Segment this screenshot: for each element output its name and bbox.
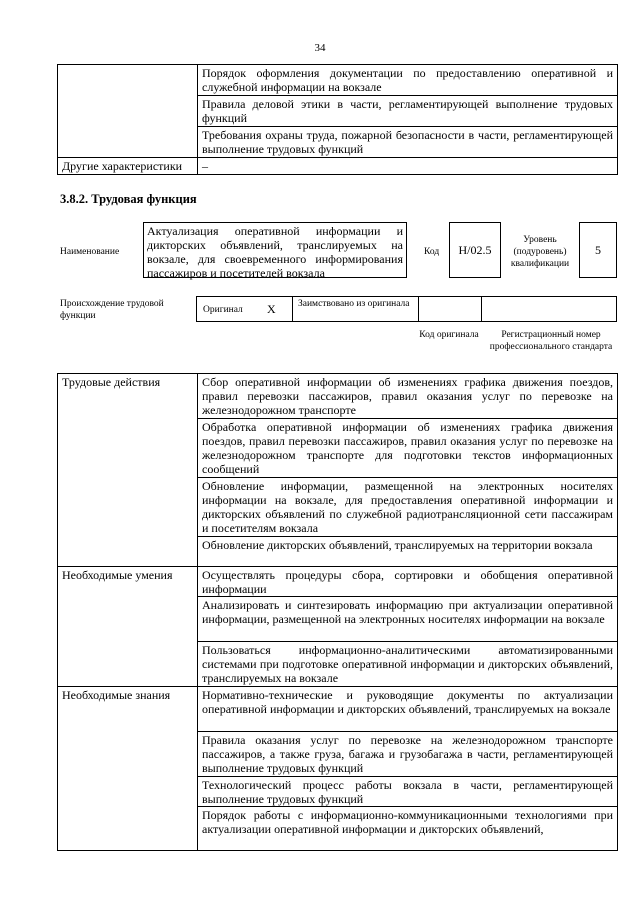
level-value-box: 5 [579,222,617,278]
origin-label: Происхождение трудовой функции [60,299,164,321]
table-cell: Осуществлять процедуры сбора, сортировки и обобщения оперативной информации [198,567,618,597]
table-row [58,567,618,597]
table-row [58,158,618,175]
table-cell: Анализировать и синтезировать информацию при актуализации оперативной информации, размещенной на электронных носителях информации на вокзале [198,597,618,642]
divider [418,297,419,321]
table-cell: Порядок работы с информационно-коммуникационными технологиями при актуализации оперативной информации и дикторских объявлений, [198,807,618,851]
code-value-box: Н/02.5 [449,222,501,278]
original-label: Оригинал [203,305,243,315]
table-cell: Порядок оформления документации по предоставлению оперативной и служебной информации на вокзале [198,65,618,96]
table-cell: Сбор оперативной информации об изменениях графика движения поездов, правил перевозки пассажиров, правил оказания услуг по перевозке на железнодорожном транспорте [198,374,618,419]
table-cell: – [198,158,618,175]
original-mark: X [267,302,276,316]
table-row [58,374,618,419]
table-cell: Технологический процесс работы вокзала в части, регламентирующей выполнение трудовых функций [198,777,618,807]
function-name-box: Актуализация оперативной информации и дикторских объявлений, транслируемых на вокзале, для своевременного информирования пассажиров и посетителей вокзала [143,222,407,278]
group-label-cell: Трудовые действия [58,374,198,567]
table-row [58,687,618,732]
group-label-cell: Необходимые умения [58,567,198,687]
group-label-cell: Необходимые знания [58,687,198,851]
name-label: Наименование [60,247,120,257]
table-cell-empty [58,65,198,158]
table-cell: Правила деловой этики в части, регламентирующей выполнение трудовых функций [198,96,618,127]
table-cell: Обновление дикторских объявлений, транслируемых на территории вокзала [198,537,618,567]
divider [292,297,293,321]
labor-function-table [57,373,618,851]
origin-code-caption: Код оригинала [419,330,479,340]
section-heading: 3.8.2. Трудовая функция [60,192,197,206]
table-label-cell: Другие характеристики [58,158,198,175]
code-label: Код [424,247,440,257]
table-row [58,65,618,96]
table-cell: Пользоваться информационно-аналитическими автоматизированными системами при подготовке оперативной информации и дикторских объявлений, транслируемых на вокзале [198,642,618,687]
reg-number-caption: Регистрационный номер профессионального стандарта [489,330,613,352]
borrowed-label: Заимствовано из оригинала [298,299,410,309]
table-cell: Обработка оперативной информации об изменениях графика движения поездов, правил перевозки пассажиров, правил оказания услуг по перевозке на железнодорожном транспорте для подготовки текстов информационных сообщений [198,419,618,478]
top-characteristics-table [57,64,618,175]
page-number: 34 [314,42,326,54]
table-cell: Обновление информации, размещенной на электронных носителях информации на вокзале, для предоставления оперативной информации и дикторских объявлений по служебной радиотрансляционной сети пассажирам и посетителям вокзала [198,478,618,537]
table-cell: Требования охраны труда, пожарной безопасности в части, регламентирующей выполнение трудовых функций [198,127,618,158]
table-cell: Правила оказания услуг по перевозке на железнодорожном транспорте пассажиров, а также груза, багажа и грузобагажа в части, регламентирующей выполнение трудовых функций [198,732,618,777]
table-cell: Нормативно-технические и руководящие документы по актуализации оперативной информации и дикторских объявлений, транслируемых на вокзале [198,687,618,732]
origin-box [196,296,617,322]
level-label: Уровень (подуровень) квалификации [510,235,570,269]
divider [481,297,482,321]
